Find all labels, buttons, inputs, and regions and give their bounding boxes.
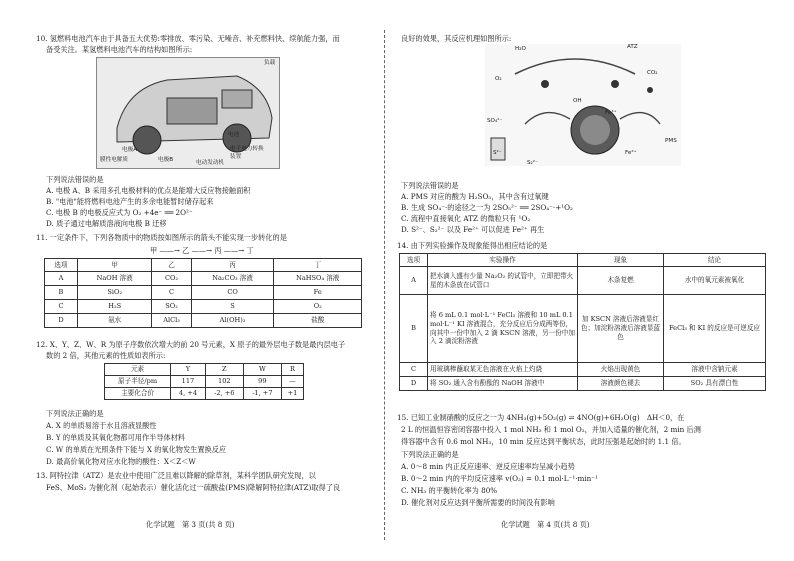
label-load: 负载 [264, 60, 276, 66]
table-cell: 主要化合价 [105, 388, 171, 400]
q14-header-option: 选项 [400, 254, 428, 267]
label-h2o: H₂O [515, 46, 526, 52]
table-cell: — [281, 376, 303, 388]
q12-header-w: W [243, 364, 281, 376]
table-row [105, 376, 304, 388]
table-cell: 将 6 mL 0.1 mol·L⁻¹ FeCl₃ 溶液和 10 mL 0.1 mol·L⁻¹ KI 溶液混合，充分反应后分成两等份，向其中一份中加入 2 滴 KSCN 溶液，另一份中加入 2 滴淀粉溶液 [428, 295, 578, 363]
q15-option-b: B. 0～2 min 内的平均反应速率 v(O₂) = 0.1 mol·L⁻¹·min⁻¹ [401, 474, 598, 483]
q11-stem: 11. 一定条件下，下列各物质中的物质按如图所示的箭头不能实现一步转化的是 [36, 233, 287, 242]
mechanism-diagram [485, 44, 681, 166]
q13-continuation: 良好的效果，其反应机理如图所示: [401, 34, 512, 43]
table-cell: 溶液颜色褪去 [578, 377, 664, 391]
q12-option-c: C. W 的单质在光照条件下能与 X 的氧化物发生置换反应 [46, 445, 227, 454]
q10-question: 下列说法错误的是 [46, 175, 104, 184]
footer-page-3: 化学试题 第 3 页(共 8 页) [146, 520, 235, 529]
table-cell: D [400, 377, 428, 391]
table-cell: NaHSO₄ 溶液 [274, 272, 362, 286]
q13-option-a: A. PMS 对应的酸为 H₂SO₅，其中含有过氧键 [401, 192, 549, 201]
q11-scheme: 甲 ——→ 乙 ——→ 丙 ——→ 丁 [150, 246, 254, 255]
table-row [45, 314, 362, 328]
q12-question: 下列说法正确的是 [46, 409, 104, 418]
label-so4: SO₄²⁻ [487, 118, 503, 124]
q10-option-b: B. "电池"能将燃料电池产生的多余电能暂时储存起来 [46, 197, 214, 206]
table-cell: D [45, 314, 78, 328]
q12-header-z: Z [205, 364, 243, 376]
q11-table [44, 258, 362, 328]
table-cell: S [191, 300, 274, 314]
table-cell: 水中的氧元素被氧化 [664, 267, 766, 295]
table-cell: +1 [281, 388, 303, 400]
table-cell: 火焰出现黄色 [578, 363, 664, 377]
table-cell: H₂S [77, 300, 152, 314]
q14-header-operation: 实验操作 [428, 254, 578, 267]
q11-header-ding: 丁 [274, 259, 362, 272]
table-cell: 溶液中含钠元素 [664, 363, 766, 377]
q12-stem-line2: 数的 2 倍，其他元素的性质如表所示: [46, 351, 166, 360]
footer-page-4: 化学试题 第 4 页(共 8 页) [501, 520, 590, 529]
q12-option-d: D. 最高价氧化物对应水化物的酸性：X＜Z＜W [46, 457, 196, 466]
table-cell: 102 [205, 376, 243, 388]
table-cell: CO₂ [152, 272, 191, 286]
table-cell: 用玻璃棒蘸取某无色溶液在火焰上灼烧 [428, 363, 578, 377]
label-s2: S²⁻ [493, 150, 502, 156]
table-cell: 加 KSCN 溶液后溶液显红色；加淀粉溶液后溶液显蓝色 [578, 295, 664, 363]
table-row [45, 286, 362, 300]
q15-stem-line2: 2 L 的恒温恒容密闭容器中投入 1 mol NH₃ 和 1 mol O₂，并加入适量的催化剂，2 min 后测 [401, 425, 701, 434]
q11-header-option: 选项 [45, 259, 78, 272]
right-page [397, 0, 794, 561]
table-row [400, 377, 766, 391]
table-row [45, 272, 362, 286]
table-cell: 4, +4 [171, 388, 206, 400]
label-co2: CO₂ [647, 70, 658, 76]
table-cell: 原子半径/pm [105, 376, 171, 388]
reaction-mechanism-figure [485, 44, 681, 166]
q11-header-yi: 乙 [152, 259, 191, 272]
q10-option-c: C. 电极 B 的电极反应式为 O₂ +4e⁻ ══ 2O²⁻ [46, 208, 193, 217]
q14-header-conclusion: 结论 [664, 254, 766, 267]
q15-stem-line3: 得容器中含有 0.6 mol NH₃，10 min 反应达到平衡状态，此时压强是起始时的 1.1 倍。 [401, 437, 686, 446]
table-row [105, 388, 304, 400]
q15-stem-line1: 15. 已知工业制硝酸的反应之一为 4NH₃(g)+5O₂(g) ⇌ 4NO(g)+6H₂O(g) ΔH＜0，在 [397, 413, 685, 422]
q13-option-c: C. 流程中直接氧化 ATZ 的微粒只有 ¹O₂ [401, 214, 531, 223]
q14-table [399, 253, 766, 391]
q12-header-r: R [281, 364, 303, 376]
q13-option-d: D. S²⁻、S₂²⁻ 以及 Fe²⁺ 可以促进 Fe²⁺ 再生 [401, 225, 545, 234]
table-cell: Fe [274, 286, 362, 300]
table-cell: 117 [171, 376, 206, 388]
label-electrode-b: 电极B [158, 157, 174, 163]
label-battery: 电池 [228, 132, 240, 138]
table-cell: C [400, 363, 428, 377]
q12-header-y: Y [171, 364, 206, 376]
q15-option-d: D. 催化剂对反应达到平衡所需要的时间没有影响 [401, 498, 555, 507]
table-cell: 把水滴入盛有少量 Na₂O₂ 的试管中，立即把带火星的木条放在试管口 [428, 267, 578, 295]
table-row [400, 267, 766, 295]
table-cell: 木条复燃 [578, 267, 664, 295]
q10-stem-line1: 10. 氢燃料电池汽车由于具备五大优势:零排放、零污染、无噪音、补充燃料快、续航能力强，而 [36, 34, 340, 43]
q12-option-b: B. Y 的单质及其氧化物都可用作半导体材料 [46, 433, 186, 442]
q10-option-d: D. 质子通过电解质溶液向电极 B 迁移 [46, 219, 167, 228]
table-cell: SiO₂ [77, 286, 152, 300]
label-membrane: 膜性电解质 [100, 157, 128, 163]
table-cell: A [45, 272, 78, 286]
table-cell: SO₂ [152, 300, 191, 314]
table-row [400, 363, 766, 377]
label-s22: S₂²⁻ [527, 160, 538, 166]
table-cell: 氨水 [77, 314, 152, 328]
q10-option-a: A. 电极 A、B 采用多孔电极材料的优点是能增大反应物接触面积 [46, 186, 251, 195]
table-row [45, 300, 362, 314]
q11-header-bing: 丙 [191, 259, 274, 272]
q14-stem: 14. 由下列实验操作及现象能得出相应结论的是 [397, 241, 548, 250]
table-cell: NaOH 溶液 [77, 272, 152, 286]
label-atz: ATZ [627, 44, 638, 50]
table-cell: AlCl₃ [152, 314, 191, 328]
q15-option-c: C. NH₃ 的平衡转化率为 80% [401, 486, 498, 495]
q12-table [104, 363, 304, 400]
q12-header-element: 元素 [105, 364, 171, 376]
table-cell: -2, +6 [205, 388, 243, 400]
table-cell: B [45, 286, 78, 300]
label-power-converter: 电子电力转换装置 [230, 146, 264, 160]
table-cell: -1, +7 [243, 388, 281, 400]
table-cell: 将 SO₂ 通入含有酚酞的 NaOH 溶液中 [428, 377, 578, 391]
q13-stem-line2: FeS、MoS₂ 为催化剂（起始表示）催化活化过一硫酸盐(PMS)降解阿特拉津(ATZ)取得了良 [46, 483, 341, 492]
table-cell: C [45, 300, 78, 314]
table-cell: 99 [243, 376, 281, 388]
q13-option-b: B. 生成 SO₄⁻·的途径之一为 2SO₅²⁻ ══ 2SO₄⁻·+¹O₂ [401, 203, 573, 212]
table-cell: O₂ [274, 300, 362, 314]
q13-stem-line1: 13. 阿特拉津（ATZ）是农业中使用广泛且难以降解的除草剂，某科学团队研究发现，以 [36, 471, 316, 480]
q12-option-a: A. X 的单质易溶于水且溶液显酸性 [46, 421, 157, 430]
label-electrode-a: 电极A [122, 147, 138, 153]
q10-stem-line2: 备受关注。某氢燃料电池汽车的结构如图所示: [46, 45, 193, 54]
label-fe3: Fe³⁺ [605, 110, 617, 116]
table-cell: B [400, 295, 428, 363]
label-o2: O₂ [495, 76, 502, 82]
table-cell: Na₂CO₃ 溶液 [191, 272, 274, 286]
table-cell: FeCl₃ 和 KI 的反应是可逆反应 [664, 295, 766, 363]
table-cell: A [400, 267, 428, 295]
q14-header-phenomenon: 现象 [578, 254, 664, 267]
table-cell: CO [191, 286, 274, 300]
label-oh: OH [573, 98, 582, 104]
table-cell: 盐酸 [274, 314, 362, 328]
label-motor: 电动发动机 [196, 160, 224, 166]
table-cell: Al(OH)₃ [191, 314, 274, 328]
table-cell: C [152, 286, 191, 300]
table-row [400, 295, 766, 363]
q11-header-jia: 甲 [77, 259, 152, 272]
label-fe2: Fe²⁺ [625, 150, 637, 156]
q12-stem-line1: 12. X、Y、Z、W、R 为原子序数依次增大的前 20 号元素，X 原子的最外层电子数是最内层电子 [36, 340, 346, 349]
q15-option-a: A. 0～8 min 内正反应速率、逆反应速率均呈减小趋势 [401, 462, 575, 471]
table-cell: SO₂ 具有漂白性 [664, 377, 766, 391]
q13-question: 下列说法错误的是 [401, 181, 459, 190]
q15-question: 下列说法正确的是 [401, 450, 459, 459]
label-pms: PMS [665, 138, 677, 144]
